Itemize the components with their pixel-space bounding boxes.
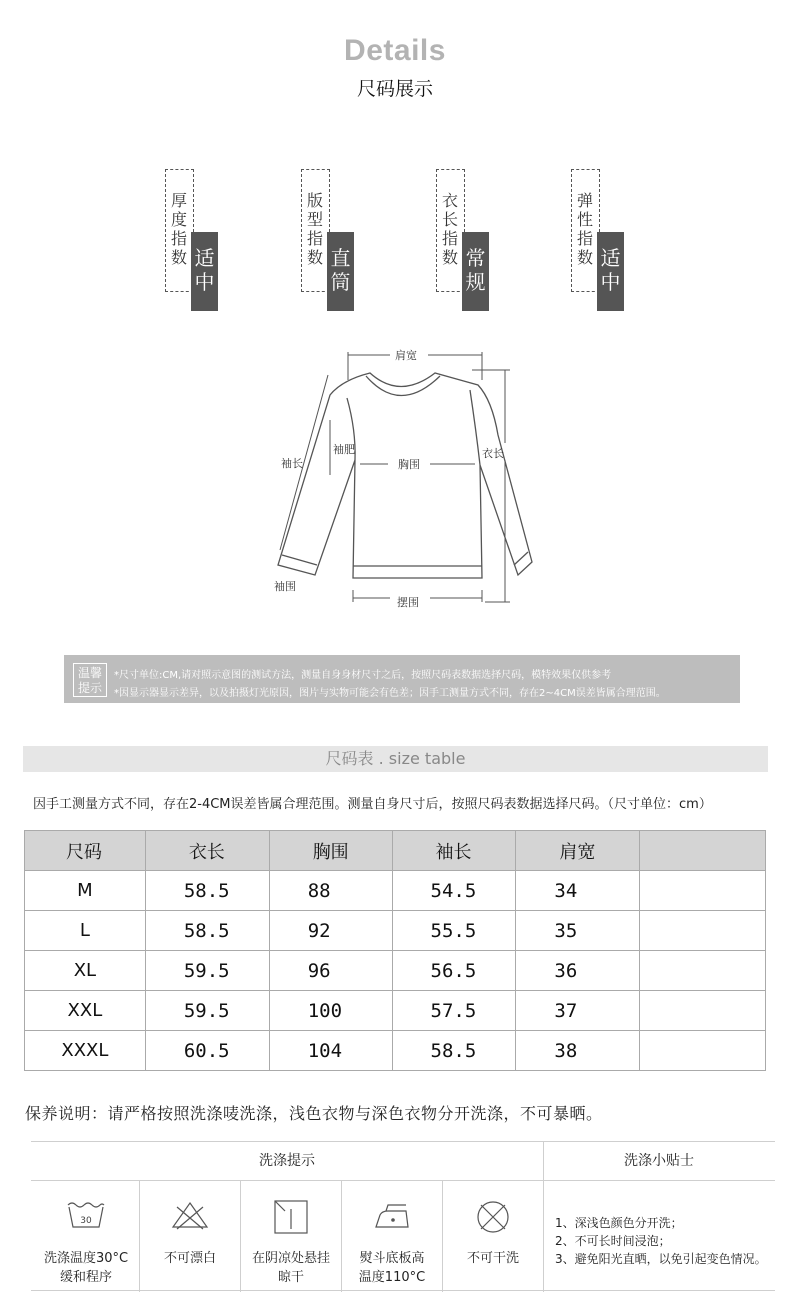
length-index: [436, 169, 496, 311]
wash-symbol-cell: [139, 1181, 241, 1292]
index-label-char: 衣: [441, 191, 458, 210]
wash-temperature: 30: [80, 1216, 92, 1226]
caption-line: 熨斗底板高: [359, 1251, 425, 1266]
table-cell: 58.5: [145, 911, 269, 951]
index-label-char: 数: [170, 248, 187, 267]
table-cell: [640, 1031, 766, 1071]
notice-line: *尺寸单位:CM,请对照示意图的测试方法，测量自身身材尺寸之后，按照尺码表数据选择尺码，模特效果仅供参考: [114, 670, 612, 681]
caption-line: 晾干: [277, 1270, 304, 1285]
symbol-caption: [139, 1249, 241, 1268]
table-cell: 59.5: [145, 991, 269, 1031]
table-cell: 100: [269, 991, 392, 1031]
table-header: 肩宽: [516, 831, 640, 871]
index-value-char: 筒: [330, 270, 351, 294]
table-cell: [640, 871, 766, 911]
no-bleach-icon: [170, 1199, 210, 1233]
index-value-char: 规: [465, 270, 486, 294]
index-label-char: 长: [441, 210, 458, 229]
table-cell: [640, 951, 766, 991]
sleeve-label: 袖长: [281, 457, 303, 470]
index-value-char: 适: [194, 246, 215, 270]
index-value: [191, 232, 218, 311]
tip-item: 1、深浅色颜色分开洗；: [555, 1216, 683, 1230]
table-header: 尺码: [25, 831, 146, 871]
index-label-char: 弹: [576, 191, 593, 210]
index-value-char: 常: [465, 246, 486, 270]
cuff-label: 袖围: [274, 580, 296, 593]
wash-symbol-cell: [35, 1181, 137, 1292]
index-label-char: 型: [306, 210, 323, 229]
hem-label: 摆围: [397, 596, 419, 609]
index-label: [169, 191, 189, 267]
table-header: 胸围: [269, 831, 392, 871]
tips-header: 洗涤小贴士: [624, 1153, 694, 1169]
caption-line: 温度110°C: [358, 1270, 426, 1285]
table-cell: [640, 991, 766, 1031]
page-subtitle: 尺码展示: [356, 78, 433, 100]
table-cell: 104: [269, 1031, 392, 1071]
table-cell: 58.5: [392, 1031, 516, 1071]
tip-item: 3、避免阳光直晒，以免引起变色情况。: [555, 1252, 767, 1266]
table-cell: 60.5: [145, 1031, 269, 1071]
index-value: [597, 232, 624, 311]
table-row: [25, 951, 766, 991]
symbol-caption: [240, 1249, 342, 1287]
table-cell: 37: [516, 991, 640, 1031]
index-value: [462, 232, 489, 311]
index-value-char: 中: [194, 270, 215, 294]
table-row: [25, 871, 766, 911]
chest-label: 胸围: [398, 458, 420, 471]
table-cell: XXXL: [25, 1031, 146, 1071]
badge-line: 提示: [77, 681, 102, 695]
wash-header: 洗涤提示: [259, 1153, 315, 1169]
tip-item: 2、不可长时间浸泡；: [555, 1234, 671, 1248]
index-label-char: 指: [441, 229, 458, 248]
wash-symbol-cell: [341, 1181, 443, 1292]
index-label-char: 数: [306, 248, 323, 267]
table-cell: 55.5: [392, 911, 516, 951]
wash-symbol-cell: [240, 1181, 342, 1292]
table-cell: 57.5: [392, 991, 516, 1031]
sweater-outline-icon: [270, 340, 540, 615]
table-cell: 58.5: [145, 871, 269, 911]
index-label-char: 指: [306, 229, 323, 248]
notice-badge: [73, 663, 107, 697]
caption-line: 不可漂白: [163, 1251, 216, 1266]
index-label-char: 性: [576, 210, 593, 229]
index-value-char: 中: [600, 270, 621, 294]
notice-line: *因显示器显示差异，以及拍摄灯光原因，图片与实物可能会有色差；因手工测量方式不同，存在2~4CM误差皆属合理范围。: [114, 688, 666, 699]
size-table: [24, 830, 766, 1071]
table-cell: 38: [516, 1031, 640, 1071]
index-label-char: 度: [170, 210, 187, 229]
index-label-char: 指: [170, 229, 187, 248]
table-cell: 36: [516, 951, 640, 991]
measurement-diagram: [270, 340, 540, 615]
index-label: [440, 191, 460, 267]
index-label: [305, 191, 325, 267]
thickness-index: [165, 169, 225, 311]
table-cell: 88: [269, 871, 392, 911]
caption-line: 不可干洗: [466, 1251, 519, 1266]
table-cell: XL: [25, 951, 146, 991]
index-label-char: 指: [576, 229, 593, 248]
caption-line: 洗涤温度30°C: [43, 1251, 129, 1266]
no-dry-clean-icon: [473, 1199, 513, 1237]
table-cell: 96: [269, 951, 392, 991]
index-label-char: 厚: [170, 191, 187, 210]
iron-icon: [372, 1199, 412, 1233]
badge-line: 温馨: [77, 666, 102, 680]
table-row: [25, 1031, 766, 1071]
bicep-label: 袖肥: [333, 443, 355, 456]
index-label-char: 数: [441, 248, 458, 267]
caption-line: 在阴凉处悬挂: [251, 1251, 330, 1266]
wash-30-icon: [66, 1199, 106, 1233]
symbol-caption: [341, 1249, 443, 1287]
table-header: [640, 831, 766, 871]
symbol-caption: [442, 1249, 544, 1268]
table-header: 袖长: [392, 831, 516, 871]
table-cell: 54.5: [392, 871, 516, 911]
wash-care-table: [31, 1141, 775, 1291]
index-value-char: 直: [330, 246, 351, 270]
index-label-char: 版: [306, 191, 323, 210]
caption-line: 缓和程序: [59, 1270, 112, 1285]
elasticity-index: [571, 169, 631, 311]
index-value-char: 适: [600, 246, 621, 270]
table-cell: M: [25, 871, 146, 911]
symbol-caption: [35, 1249, 137, 1287]
table-cell: 35: [516, 911, 640, 951]
line-dry-shade-icon: [271, 1199, 311, 1237]
wash-symbol-cell: [442, 1181, 544, 1292]
length-label: 衣长: [482, 447, 504, 460]
table-row: [25, 991, 766, 1031]
table-header-row: [25, 831, 766, 871]
table-cell: [640, 911, 766, 951]
table-row: [25, 911, 766, 951]
tips-notice: [64, 655, 740, 703]
table-cell: L: [25, 911, 146, 951]
table-cell: XXL: [25, 991, 146, 1031]
fit-index: [301, 169, 361, 311]
shoulder-label: 肩宽: [395, 349, 417, 362]
table-cell: 34: [516, 871, 640, 911]
table-cell: 92: [269, 911, 392, 951]
table-header: 衣长: [145, 831, 269, 871]
wash-tips-list: [555, 1214, 767, 1268]
page-title: Details: [344, 34, 446, 67]
index-label-char: 数: [576, 248, 593, 267]
size-table-title: 尺码表 . size table: [23, 746, 768, 772]
size-table-note: 因手工测量方式不同，存在2-4CM误差皆属合理范围。测量自身尺寸后，按照尺码表数据选择尺码。（尺寸单位：cm）: [33, 797, 712, 812]
table-cell: 56.5: [392, 951, 516, 991]
index-value: [327, 232, 354, 311]
table-cell: 59.5: [145, 951, 269, 991]
care-instructions: 保养说明：请严格按照洗涤唛洗涤，浅色衣物与深色衣物分开洗涤，不可暴晒。: [25, 1104, 603, 1123]
index-label: [575, 191, 595, 267]
